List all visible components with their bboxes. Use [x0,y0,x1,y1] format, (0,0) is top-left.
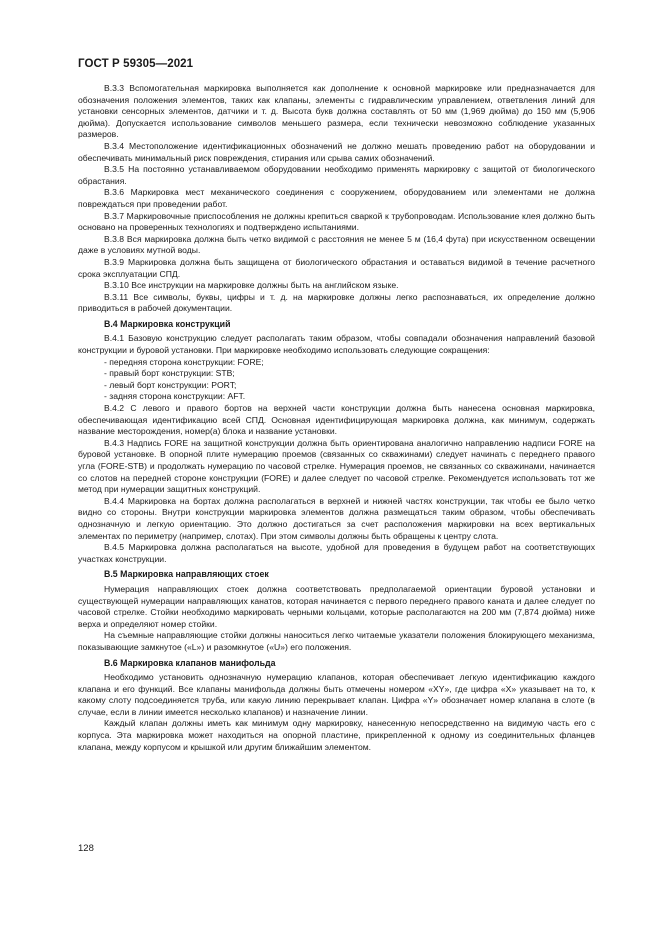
paragraph: Нумерация направляющих стоек должна соответствовать предполагаемой ориентации буровой установки и существующей нумерации направляющих канатов, которая начинается с первого переднего правого каната и далее следует по часовой стрелке. Стойки необходимо маркировать черными кольцами, которые располагаются на 200 мм (7,874 дюйма) ниже верха и определяют номер стойки. [78,583,595,629]
paragraph: В.4.3 Надпись FORE на защитной конструкции должна быть ориентирована аналогично направлению надписи FORE на буровой установке. В опорной плите нумерацию проемов (связанных со скважинами) следует начинать с переднего правого угла (FORE-STB) и продолжать нумерацию по часовой стрелке. Нумерация проемов, не связанных со скважинами, начинается со слотов на передней стороне конструкции (FORE) и далее следует по часовой стрелке. Рекомендуется использовать тот же метод при нумерации защитных конструкций. [78,437,595,495]
paragraph: Каждый клапан должны иметь как минимум одну маркировку, нанесенную непосредственно на видимую часть его с корпуса. Эта маркировка может находиться на опорной пластине, прикрепленной к одному из соединительных фланцев клапана, между корпусом и крышкой или другим ближайшим элементом. [78,718,595,752]
paragraph: В.3.7 Маркировочные приспособления не должны крепиться сваркой к трубопроводам. Использование клея должно быть основано на проверенных технологиях и подтверждено испытаниями. [78,210,595,233]
section-heading: В.4 Маркировка конструкций [104,318,231,329]
list-item: - задняя сторона конструкции: AFT. [104,391,246,402]
paragraph: В.4.2 С левого и правого бортов на верхней части конструкции должна быть нанесена основная маркировка, обеспечивающая идентификацию всей СПД. Основная идентифицирующая маркировка должна, как минимум, содержать название месторождения, номер(а) блока и название установки. [78,403,595,437]
paragraph: На съемные направляющие стойки должны наноситься легко читаемые указатели положения блокирующего механизма, показывающие замкнутое («L») и разомкнутое («U») его положения. [78,630,595,652]
paragraph: В.3.10 Все инструкции на маркировке должны быть на английском языке. [104,280,399,291]
list-item: - передняя сторона конструкции: FORE; [104,356,264,367]
paragraph: В.3.11 Все символы, буквы, цифры и т. д. на маркировке должны легко распознаваться, их определение должно приводиться в рабочей документации. [78,291,595,314]
paragraph: В.3.8 Вся маркировка должна быть четко видимой с расстояния не менее 5 м (16,4 фута) при искусственном освещении даже в условиях мутной воды. [78,233,595,256]
paragraph: Необходимо установить однозначную нумерацию клапанов, которая обеспечивает легкую идентификацию каждого клапана и его функций. Все клапаны манифольда должны быть отмечены номером «XY», где цифра «X» указывает на то, к какому слоту подсоединяется труба, или какую линию перекрывает клапан. Цифра «Y» обозначает номер клапана в слоте (в случае, если в линии имеется несколько клапанов) и назначение линии. [78,672,595,717]
paragraph: В.3.5 На постоянно устанавливаемом оборудовании необходимо применять маркировку с защитой от биологического обрастания. [78,164,595,186]
paragraph: В.4.4 Маркировка на бортах должна располагаться в верхней и нижней частях конструкции, так чтобы ее было четко видно со стороны. Внутри конструкции маркировка элементов должна размещаться таким образом, чтобы обеспечивать однозначную и легкую ориентацию. Это должно достигаться за счет расположения маркировки на всех вертикальных элементах по периметру (например, слотах). При этом символы должны быть обращены к центру слота. [78,495,595,541]
page-number: 128 [78,843,94,854]
document-body [78,83,595,753]
paragraph: В.3.3 Вспомогательная маркировка выполняется как дополнение к основной маркировке или предназначается для обозначения положения элементов, таких как клапаны, элементы с гидравлическим управлением, ответвления линий для установки сенсорных элементов, датчики и т. д. Высота букв должна составлять от 50 мм (1,969 дюйма) до 150 мм (5,906 дюйма). Допускается использование символов меньшего размера, если технически невозможно соблюдение указанных размеров. [78,83,595,140]
section-heading: В.5 Маркировка направляющих стоек [104,569,269,580]
section-heading: В.6 Маркировка клапанов манифольда [104,657,276,668]
paragraph: В.4.5 Маркировка должна располагаться на высоте, удобной для проведения в будущем работ на соответствующих участках конструкции. [78,542,595,564]
paragraph: В.3.6 Маркировка мест механического соединения с сооружением, оборудованием или элементами не должна повреждаться при проведении работ. [78,187,595,209]
list-item: - правый борт конструкции: STB; [104,368,235,379]
paragraph: В.3.9 Маркировка должна быть защищена от биологического обрастания и оставаться видимой в течение расчетного срока эксплуатации СПД. [78,256,595,279]
paragraph: В.4.1 Базовую конструкцию следует располагать таким образом, чтобы совпадали обозначения направлений базовой конструкции и буровой установки. При маркировке необходимо использовать следующие сокращения: [78,333,595,356]
document-code-header: ГОСТ Р 59305—2021 [78,58,194,70]
list-item: - левый борт конструкции: PORT; [104,379,237,390]
paragraph: В.3.4 Местоположение идентификационных обозначений не должно мешать проведению работ на оборудовании и обеспечивать минимальный риск повреждения, стирания или срыва самих обозначений. [78,140,595,163]
